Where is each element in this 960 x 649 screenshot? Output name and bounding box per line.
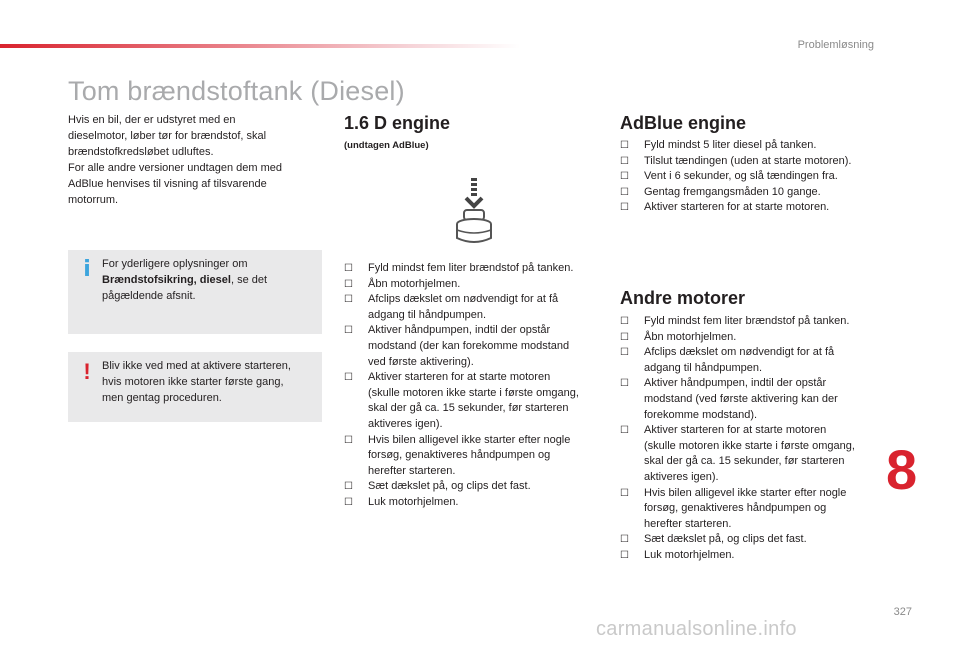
list-item <box>620 169 890 185</box>
step-text: aktiveres igen). <box>368 417 443 430</box>
warning-line: Bliv ikke ved med at aktivere starteren, <box>102 360 291 372</box>
info-line: pågældende afsnit. <box>102 290 196 302</box>
warning-icon: ! <box>83 359 91 384</box>
step-text: (skulle motoren ikke starte i første omgang, <box>368 386 579 399</box>
step-text: Afclips dækslet om nødvendigt for at få <box>368 293 559 306</box>
checkbox-icon: ☐ <box>344 434 353 446</box>
checkbox-icon: ☐ <box>620 316 629 327</box>
checkbox-icon: ☐ <box>620 549 629 561</box>
step-text: forsøg, genaktiveres håndpumpen og <box>644 502 827 515</box>
list-item <box>344 433 606 480</box>
info-icon: i <box>83 257 91 282</box>
section-label: Problemløsning <box>797 39 874 51</box>
list-item <box>620 486 890 533</box>
list-item <box>344 323 606 370</box>
step-text: modstand (ved første aktivering kan der <box>644 392 838 405</box>
info-line: , se det <box>230 274 268 286</box>
step-text: Aktiver starteren for at starte motoren. <box>644 201 830 214</box>
list-item <box>620 548 890 564</box>
intro-line: Hvis en bil, der er udstyret med en <box>68 114 236 126</box>
step-text: Aktiver håndpumpen, indtil der opstår <box>368 324 551 337</box>
step-text: Fyld mindst 5 liter diesel på tanken. <box>644 139 817 151</box>
step-text: Aktiver starteren for at starte motoren <box>368 371 551 384</box>
step-text: adgang til håndpumpen. <box>644 361 763 374</box>
hand-pump-icon <box>450 178 498 246</box>
checkbox-icon: ☐ <box>620 331 629 343</box>
step-text: Sæt dækslet på, og clips det fast. <box>368 480 531 493</box>
step-text: Hvis bilen alligevel ikke starter efter nogle <box>644 486 847 499</box>
header-accent-bar <box>0 44 520 48</box>
checkbox-icon: ☐ <box>620 155 629 167</box>
list-item <box>344 277 606 293</box>
page-title: Tom brændstoftank (Diesel) <box>68 76 405 106</box>
step-text: Åbn motorhjelmen. <box>368 277 461 290</box>
list-item <box>344 292 606 323</box>
step-text: herefter starteren. <box>644 517 732 530</box>
step-text: Luk motorhjelmen. <box>368 495 459 508</box>
checkbox-icon: ☐ <box>620 171 629 183</box>
step-text: Aktiver starteren for at starte motoren <box>644 424 827 437</box>
checkbox-icon: ☐ <box>620 534 629 546</box>
checkbox-icon: ☐ <box>344 278 353 290</box>
intro-line: dieselmotor, løber tør for brændstof, skal <box>68 130 267 142</box>
page-number: 327 <box>893 606 912 618</box>
heading-adblue-engine: AdBlue engine <box>620 113 747 133</box>
checkbox-icon: ☐ <box>620 425 629 437</box>
step-text: Tilslut tændingen (uden at starte motoren). <box>644 154 852 167</box>
info-emphasis: Brændstofsikring, diesel <box>102 274 231 286</box>
checkbox-icon: ☐ <box>344 294 353 306</box>
info-text <box>102 256 314 304</box>
info-box <box>68 250 322 334</box>
checkbox-icon: ☐ <box>344 372 353 384</box>
list-item <box>620 376 890 423</box>
step-text: Sæt dækslet på, og clips det fast. <box>644 533 807 546</box>
warning-box <box>68 352 322 422</box>
warning-line: hvis motoren ikke starter første gang, <box>102 376 284 388</box>
list-item <box>620 423 890 485</box>
list-item <box>344 495 606 511</box>
checkbox-icon: ☐ <box>620 140 629 151</box>
checkbox-icon: ☐ <box>344 263 353 274</box>
intro-paragraph <box>68 112 318 208</box>
checkbox-icon: ☐ <box>344 325 353 337</box>
list-item <box>620 330 890 346</box>
intro-line: brændstofkredsløbet udluftes. <box>68 146 214 158</box>
chapter-number: 8 <box>886 438 918 501</box>
checkbox-icon: ☐ <box>620 378 629 390</box>
steps-list-1-6d <box>344 261 606 511</box>
checkbox-icon: ☐ <box>620 186 629 198</box>
list-item <box>620 185 890 201</box>
step-text: herefter starteren. <box>368 464 456 477</box>
checkbox-icon: ☐ <box>344 496 353 508</box>
list-item <box>344 479 606 495</box>
step-text: forekomme modstand). <box>644 408 758 421</box>
step-text: Aktiver håndpumpen, indtil der opstår <box>644 377 827 390</box>
heading-1-6d-engine: 1.6 D engine <box>344 113 451 133</box>
checkbox-icon: ☐ <box>620 347 629 359</box>
list-item <box>344 370 606 432</box>
list-item <box>620 154 890 170</box>
step-text: adgang til håndpumpen. <box>368 308 487 321</box>
step-text: forsøg, genaktiveres håndpumpen og <box>368 449 551 462</box>
checkbox-icon: ☐ <box>620 487 629 499</box>
list-item <box>620 314 890 330</box>
step-text: Hvis bilen alligevel ikke starter efter nogle <box>368 433 571 446</box>
steps-list-andre <box>620 314 890 564</box>
checkbox-icon: ☐ <box>344 481 353 493</box>
checkbox-icon: ☐ <box>620 202 629 214</box>
step-text: Fyld mindst fem liter brændstof på tanken. <box>368 262 574 274</box>
intro-line: AdBlue henvises til visning af tilsvarende <box>68 178 267 190</box>
heading-andre-motorer: Andre motorer <box>620 288 746 308</box>
step-text: Åbn motorhjelmen. <box>644 330 737 343</box>
list-item <box>620 532 890 548</box>
info-line: For yderligere oplysninger om <box>102 258 248 270</box>
step-text: (skulle motoren ikke starte i første omgang, <box>644 439 855 452</box>
list-item <box>620 138 890 154</box>
step-text: skal der gå ca. 15 sekunder, før starteren <box>644 455 845 468</box>
list-item <box>620 200 890 216</box>
step-text: Luk motorhjelmen. <box>644 548 735 561</box>
list-item <box>344 261 606 277</box>
step-text: modstand (der kan forekomme modstand <box>368 339 570 352</box>
watermark: carmanualsonline.info <box>596 618 797 640</box>
steps-list-adblue <box>620 138 890 216</box>
step-text: aktiveres igen). <box>644 470 719 483</box>
step-text: Fyld mindst fem liter brændstof på tanken. <box>644 315 850 327</box>
warning-line: men gentag proceduren. <box>102 392 222 404</box>
step-text: Afclips dækslet om nødvendigt for at få <box>644 346 835 359</box>
step-text: skal der gå ca. 15 sekunder, før starteren <box>368 402 569 415</box>
step-text: Vent i 6 sekunder, og slå tændingen fra. <box>644 170 838 183</box>
step-text: Gentag fremgangsmåden 10 gange. <box>644 185 821 198</box>
intro-line: For alle andre versioner undtagen dem med <box>68 162 283 174</box>
step-text: ved første aktivering). <box>368 355 474 368</box>
list-item <box>620 345 890 376</box>
intro-line: motorrum. <box>68 194 119 206</box>
subheading-no-adblue: (undtagen AdBlue) <box>344 140 429 151</box>
warning-text <box>102 358 314 406</box>
